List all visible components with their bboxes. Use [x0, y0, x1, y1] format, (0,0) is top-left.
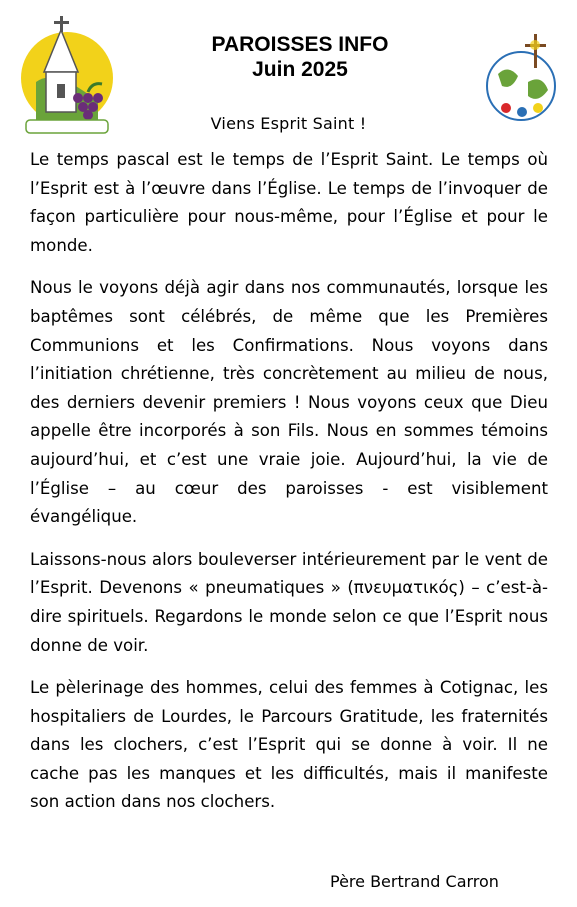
article-body — [30, 146, 548, 831]
article-heading: Viens Esprit Saint ! — [210, 114, 367, 133]
paragraph-1: Le temps pascal est le temps de l’Esprit Saint. Le temps où l’Esprit est à l’œuvre dans l’Église. Le temps de l’invoquer de façon particulière pour nous-même, pour l’Église et pour le monde. — [30, 150, 548, 255]
paragraph-2: Nous le voyons déjà agir dans nos communautés, lorsque les baptêmes sont célébrés, de même que les Premières Communions et les Confirmations. Nous voyons dans l’initiation chrétienne, très concrètement au milieu de nous, des derniers devenir premiers ! Nous voyons ceux que Dieu appelle être incorporés à son Fils. Nous en sommes témoins aujourd’hui, et c’est une vraie joie. Aujourd’hui, la vie de l’Église – au cœur des paroisses - est visiblement évangélique. — [30, 278, 548, 527]
paragraph-4: Le pèlerinage des hommes, celui des femmes à Cotignac, les hospitaliers de Lourdes, le Parcours Gratitude, les fraternités dans les clochers, c’est l’Esprit qui se donne à voir. Il ne cache pas les manques et les difficultés, mais il manifeste son action dans nos clochers. — [30, 678, 548, 812]
paragraph-3: Laissons-nous alors bouleverser intérieurement par le vent de l’Esprit. Devenons « pneumatiques » (πνευματικός) – c’est-à-dire spirituels. Regardons le monde selon ce que l’Esprit nous donne de voir. — [30, 549, 548, 655]
newsletter-title — [150, 32, 450, 82]
title-line-2: Juin 2025 — [252, 58, 348, 81]
signature: Père Bertrand Carron — [330, 872, 499, 891]
title-line-1: PAROISSES INFO — [211, 33, 389, 56]
